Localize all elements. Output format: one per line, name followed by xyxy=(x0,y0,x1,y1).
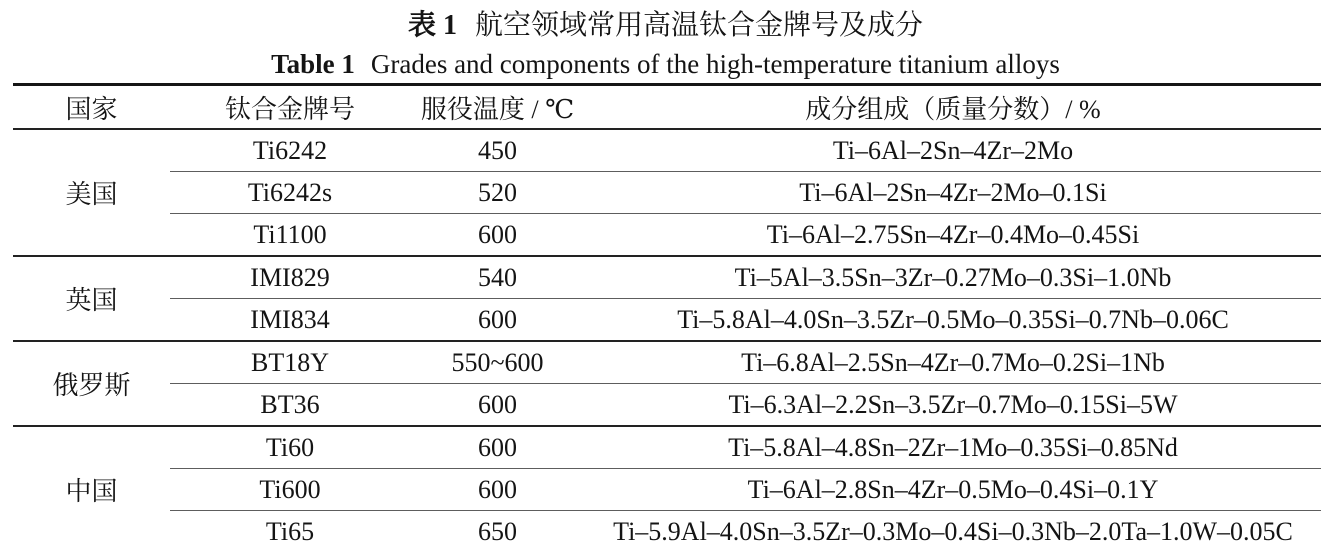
composition-cell: Ti–6Al–2Sn–4Zr–2Mo–0.1Si xyxy=(585,172,1321,214)
table-row xyxy=(13,341,1321,384)
grade-cell: BT36 xyxy=(170,384,410,427)
composition-cell: Ti–6Al–2.75Sn–4Zr–0.4Mo–0.45Si xyxy=(585,214,1321,257)
table-title-english xyxy=(0,48,1331,80)
temperature-cell: 600 xyxy=(410,426,585,469)
grade-cell: Ti6242s xyxy=(170,172,410,214)
temperature-cell: 450 xyxy=(410,129,585,172)
header-composition: 成分组成（质量分数）/ % xyxy=(585,85,1321,130)
composition-cell: Ti–5.9Al–4.0Sn–3.5Zr–0.3Mo–0.4Si–0.3Nb–2.0Ta–1.0W–0.05C xyxy=(585,511,1321,551)
composition-cell: Ti–6Al–2Sn–4Zr–2Mo xyxy=(585,129,1321,172)
temperature-cell: 540 xyxy=(410,256,585,299)
table-caption-zh: 航空领域常用高温钛合金牌号及成分 xyxy=(475,10,924,41)
grade-cell: BT18Y xyxy=(170,341,410,384)
table-number-zh: 表 1 xyxy=(407,10,457,41)
temperature-cell: 600 xyxy=(410,299,585,342)
header-row xyxy=(13,85,1321,130)
grade-cell: IMI834 xyxy=(170,299,410,342)
table-caption-en: Grades and components of the high-temperature titanium alloys xyxy=(370,48,1060,79)
temperature-cell: 650 xyxy=(410,511,585,551)
table-row xyxy=(13,426,1321,469)
table-row xyxy=(13,214,1321,257)
temperature-cell: 520 xyxy=(410,172,585,214)
composition-cell: Ti–5.8Al–4.0Sn–3.5Zr–0.5Mo–0.35Si–0.7Nb–0.06C xyxy=(585,299,1321,342)
temperature-cell: 600 xyxy=(410,384,585,427)
alloy-table xyxy=(13,83,1321,551)
table-row xyxy=(13,511,1321,551)
country-cell-china: 中国 xyxy=(13,426,170,551)
table-row xyxy=(13,384,1321,427)
temperature-cell: 600 xyxy=(410,469,585,511)
table-title-chinese xyxy=(0,0,1331,43)
header-country: 国家 xyxy=(13,85,170,130)
header-temperature: 服役温度 / ℃ xyxy=(410,85,585,130)
temperature-cell: 550~600 xyxy=(410,341,585,384)
country-cell-uk: 英国 xyxy=(13,256,170,341)
table-row xyxy=(13,256,1321,299)
grade-cell: Ti6242 xyxy=(170,129,410,172)
table-row xyxy=(13,299,1321,342)
table-row xyxy=(13,172,1321,214)
grade-cell: Ti65 xyxy=(170,511,410,551)
composition-cell: Ti–6Al–2.8Sn–4Zr–0.5Mo–0.4Si–0.1Y xyxy=(585,469,1321,511)
grade-cell: IMI829 xyxy=(170,256,410,299)
composition-cell: Ti–6.3Al–2.2Sn–3.5Zr–0.7Mo–0.15Si–5W xyxy=(585,384,1321,427)
country-cell-usa: 美国 xyxy=(13,129,170,256)
table-number-en: Table 1 xyxy=(271,48,355,79)
grade-cell: Ti600 xyxy=(170,469,410,511)
country-cell-russia: 俄罗斯 xyxy=(13,341,170,426)
table-row xyxy=(13,469,1321,511)
composition-cell: Ti–5.8Al–4.8Sn–2Zr–1Mo–0.35Si–0.85Nd xyxy=(585,426,1321,469)
grade-cell: Ti60 xyxy=(170,426,410,469)
header-grade: 钛合金牌号 xyxy=(170,85,410,130)
composition-cell: Ti–6.8Al–2.5Sn–4Zr–0.7Mo–0.2Si–1Nb xyxy=(585,341,1321,384)
grade-cell: Ti1100 xyxy=(170,214,410,257)
composition-cell: Ti–5Al–3.5Sn–3Zr–0.27Mo–0.3Si–1.0Nb xyxy=(585,256,1321,299)
temperature-cell: 600 xyxy=(410,214,585,257)
table-row xyxy=(13,129,1321,172)
